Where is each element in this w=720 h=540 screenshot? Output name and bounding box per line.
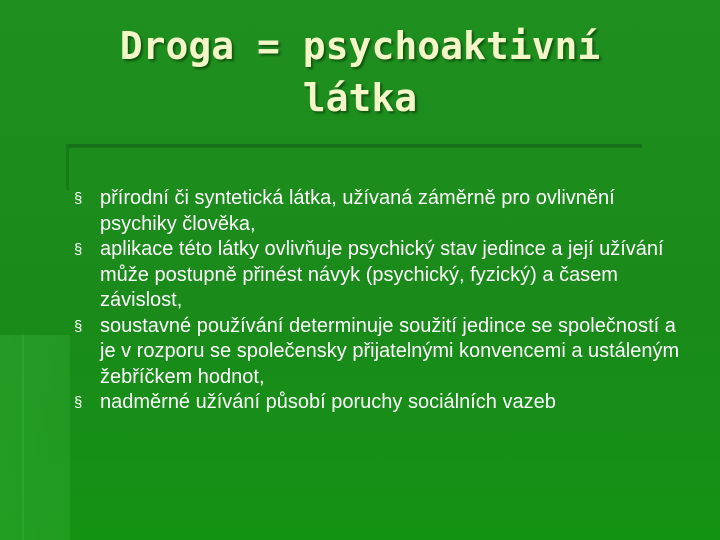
bullet-marker-icon: § bbox=[74, 317, 83, 335]
decorative-block bbox=[0, 335, 70, 540]
slide-title bbox=[60, 20, 660, 124]
list-item bbox=[74, 314, 694, 391]
bullet-list bbox=[74, 186, 694, 416]
list-item bbox=[74, 390, 694, 416]
slide-title-line: Droga = psychoaktivní bbox=[119, 24, 601, 68]
title-divider bbox=[68, 144, 642, 147]
decorative-line bbox=[22, 335, 24, 540]
bullet-marker-icon: § bbox=[74, 190, 83, 207]
slide-title-line: látka bbox=[302, 76, 418, 120]
title-divider-vertical bbox=[66, 144, 69, 190]
list-item bbox=[74, 237, 694, 314]
bullet-text: nadměrné užívání působí poruchy sociálních vazeb bbox=[100, 391, 556, 413]
list-item bbox=[74, 186, 694, 237]
bullet-text: přírodní či syntetická látka, užívaná záměrně pro ovlivnění psychiky člověka, bbox=[100, 187, 615, 235]
bullet-text: soustavné používání determinuje soužití jedince se společností a je v rozporu se společensky přijatelnými konvencemi a ustáleným žebříčkem hodnot, bbox=[100, 314, 680, 388]
bullet-text: aplikace této látky ovlivňuje psychický stav jedince a její užívání může postupně přinést návyk (psychický, fyzický) a časem závislost, bbox=[100, 238, 664, 311]
bullet-marker-icon: § bbox=[74, 394, 83, 411]
bullet-marker-icon: § bbox=[74, 241, 83, 258]
